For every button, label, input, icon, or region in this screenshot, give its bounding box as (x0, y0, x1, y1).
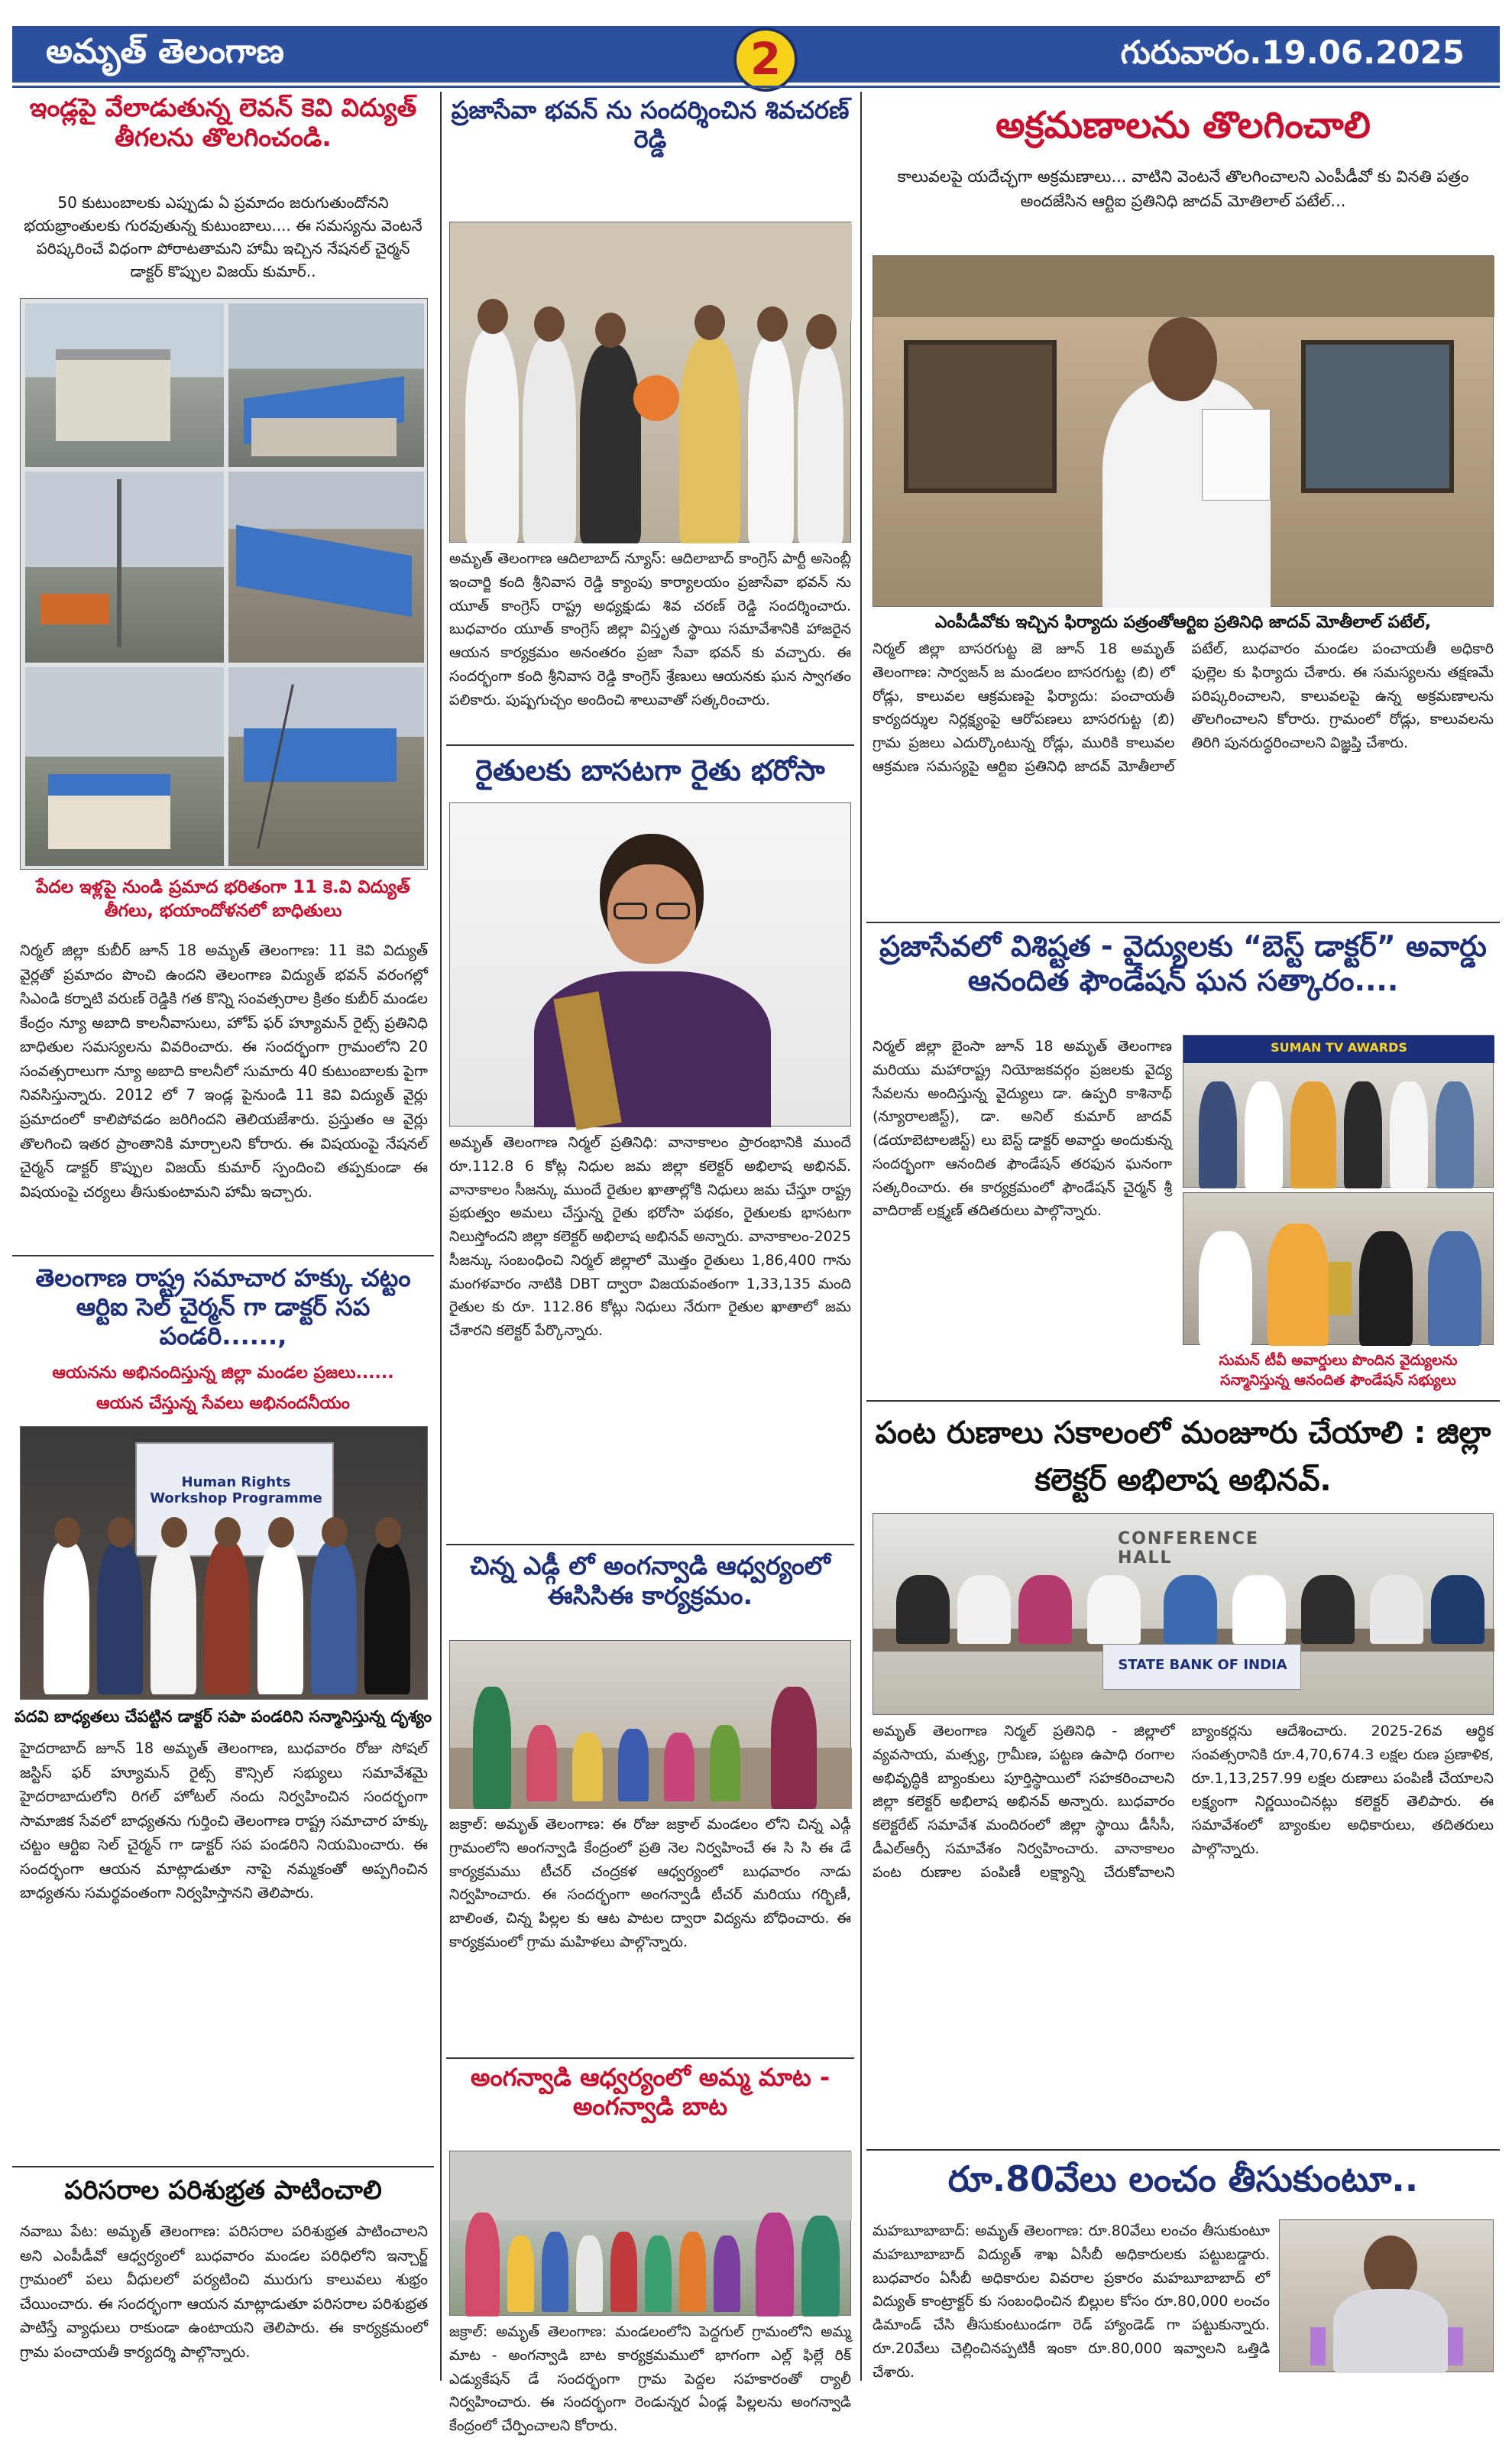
headline-rythu-bharosa: రైతులకు బాసటగా రైతు భరోసా (475, 754, 825, 787)
photo-award-felicitation-1 (1183, 1035, 1494, 1188)
photo-encroachment-complaint (873, 255, 1494, 607)
column-middle (446, 93, 854, 2435)
headline-power-lines: ఇండ్లపై వేలాడుతున్న లెవన్ కెవి విద్యుత్ తీగలను తొలగించండి. (29, 92, 417, 152)
column-left (12, 93, 434, 2378)
body-bribe: మహబూబాబాద్: అమృత్ తెలంగాణ: రూ.80వేలు లంచం తీసుకుంటూ మహబూబాబాద్ విద్యుత్ శాఖ ఏసీబీ అధికారులకు పట్టుబడ్డారు. బుధవారం ఏసీబీ అధికారుల వివరాల ప్రకారం మహబూబాబాద్ లో విద్యుత్ కాంట్రాక్టర్ కు సంబంధించిన బిల్లుల కోసం రూ.80,000 లంచం డిమాండ్ చేసి తీసుకుంటుండగా రెడ్ హ్యాండెడ్ గా పట్టుకున్నారు. రూ.20వేలు చెల్లించినప్పటికీ ఇంకా రూ.80,000 ఇవ్వాలని ఒత్తిడి చేశారు. (873, 2222, 1270, 2381)
headline-cleanliness: పరిసరాల పరిశుభ్రత పాటించాలి (64, 2175, 382, 2206)
column-right (866, 93, 1500, 2381)
caption-best-doctor: సుమన్ టీవీ అవార్డులు పొందిన వైద్యులను సన్మానిస్తున్న ఆనందిత ఫౌండేషన్ సభ్యులు (1219, 1352, 1458, 1389)
headline-ecce: చిన్న ఎడ్గీ లో అంగన్వాడి ఆధ్వర్యంలో ఈసిసిఈ కార్యక్రమం. (470, 1551, 830, 1610)
headline-rti: తెలంగాణ రాష్ట్ర సమాచార హక్కు చట్టం ఆర్టిఐ సెల్ చైర్మన్ గా డాక్టర్ సప పండరి......, (35, 1263, 411, 1350)
headline-best-doctor: ప్రజాసేవలో విశిష్టత - వైద్యులకు “బెస్ట్ డాక్టర్” అవార్డు ఆనందిత ఫౌండేషన్ ఘన సత్కారం.... (879, 929, 1487, 997)
caption-encroachment: ఎంపీడీవోకు ఇచ్చిన ఫిర్యాదు పత్రంతోఆర్టిఐ ప్రతినిధి జాదవ్ మోతీలాల్ పటేల్, (934, 613, 1432, 632)
photo-collage-power-lines (20, 298, 428, 870)
column-divider-2 (860, 92, 862, 2381)
body-best-doctor: నిర్మల్ జిల్లా బైంసా జూన్ 18 అమృత్ తెలంగాణ మరియు మహారాష్ట్ర నియోజకవర్గం ప్రజలకు వైద్య సేవలను అందిస్తున్న వైద్యులు డా. ఉప్పరి కాశినాథ్ (న్యూరాలజిస్ట్), డా. అనిల్ కుమార్ జాదవ్ (డయాబెటాలజిస్ట్) లు బెస్ట్ డాక్టర్ అవార్డు అందుకున్న సందర్భంగా ఆనందిత ఫౌండేషన్ తరఫున ఘనంగా సత్కరించారు. ఈ కార్యక్రమంలో ఫౌండేషన్ చైర్మన్ శ్రీ వాదిరాజ్ లక్ష్మణ్ తదితరులు పాల్గొన్నారు. (873, 1038, 1172, 1220)
paper-name: అమృత్ తెలంగాణ (46, 32, 284, 71)
photo-bribe-accused (1279, 2219, 1494, 2372)
body-cleanliness: నవాబు పేట: అమృత్ తెలంగాణ: పరిసరాల పరిశుభ్రత పాటించాలని అని ఎంపీడీవో ఆధ్వర్యంలో బుధవారం మండల పరిధిలోని ఇన్చార్జ్ గ్రామంలో పలు వీధులలో పర్యటించి మురుగు కాలువలు శుభ్రం చేయించారు. ఈ సందర్భంగా ఆయన మాట్లాడుతూ పరిసరాల పరిశుభ్రత పాటిస్తే వ్యాధులు రాకుండా ఉంటాయని తెలిపారు. ఈ కార్యక్రమంలో గ్రామ పంచాయతీ కార్యదర్శి పాల్గొన్నారు. (20, 2222, 428, 2361)
caption-rti: పదవి బాధ్యతలు చేపట్టిన డాక్టర్ సపా పండరిని సన్మానిస్తున్న దృశ్యం (14, 1707, 432, 1726)
caption-power-lines: పేదల ఇళ్లపై నుండి ప్రమాద భరితంగా 11 కె.వి విద్యుత్ తీగలు, భయాందోళనలో బాధితులు (36, 877, 410, 922)
body-encroachment: నిర్మల్ జిల్లా బాసరగుట్ట జె జూన్ 18 అమృత్ తెలంగాణ: సార్వజన్ జ మండలం బాసరగుట్ట (బి) లో రోడ్లు, కాలువల ఆక్రమణపై ఫిర్యాదు: పంచాయతీ కార్యదర్శుల నిర్లక్ష్యంపై ఆరోపణలు బాసరగుట్ట (బి) గ్రామ ప్రజలు ఎదుర్కొంటున్న రోడ్లు, మురికి కాలువల ఆక్రమణ సమస్యపై ఆర్టిఐ ప్రతినిధి జాదవ్ మోతీలాల్ పటేల్, బుధవారం మండల పంచాయతీ అధికారి ఫుల్లెల కు ఫిర్యాదు చేశారు. ఈ సమస్యలను తక్షణమే పరిష్కరించాలని, కాలువలపై ఉన్న అక్రమణాలను తొలగించాలని కోరారు. గ్రామంలో రోడ్లు, కాలువలను తిరిగి పునరుద్ధరించాలని విజ్ఞప్తి చేశారు. (873, 640, 1494, 775)
headline-encroachment: అక్రమణాలను తొలగించాలి (996, 104, 1371, 147)
body-ecce: జక్రాల్: అమృత్ తెలంగాణ: ఈ రోజు జక్రాల్ మండలం లోని చిన్న ఎడ్గీ గ్రామంలోని అంగన్వాడి కేంద్రంలో ప్రతి నెల నిర్వహించే ఈ సి సి ఈ డే కార్యక్రమము టీచర్ చంద్రకళ ఆధ్వర్యంలో బుధవారం నాడు నిర్వహించారు. ఈ సందర్భంగా అంగన్వాడీ టీచర్ మరియు గర్భిణీ, బాలింత, చిన్న పిల్లల కు ఆట పాటల ద్వారా విద్యను బోధించారు. ఈ కార్యక్రమంలో గ్రామ మహిళలు పాల్గొన్నారు. (449, 1816, 851, 1950)
suman-tv-banner: SUMAN TV AWARDS (1271, 1040, 1407, 1055)
headline-bribe: రూ.80వేలు లంచం తీసుకుంటూ.. (947, 2158, 1419, 2200)
divider (866, 1400, 1500, 1402)
body-praja-seva: అమృత్ తెలంగాణ ఆదిలాబాద్ న్యూస్: ఆదిలాబాద్ కాంగ్రెస్ పార్టీ అసెంబ్లీ ఇంచార్జి కంది శ్రీనివాస రెడ్డి క్యాంపు కార్యాలయం ప్రజాసేవా భవన్ ను యూత్ కాంగ్రెస్ రాష్ట్ర అధ్యక్షుడు శివ చరణ్ రెడ్డి సందర్శించారు. బుధవారం యూత్ కాంగ్రెస్ జిల్లా విస్తృత స్థాయి సమావేశానికి హాజరైన ఆయన కార్యక్రమం అనంతరం ప్రజా సేవా భవన్ కు వచ్చారు. ఈ సందర్భంగా కంది శ్రీనివాస రెడ్డి కాంగ్రెస్ శ్రేణులు ఆయనకు ఘన స్వాగతం పలికారు. పుష్పగుచ్చం అందించి శాలువాతో సత్కరించారు. (449, 550, 851, 708)
workshop-banner-text: Human Rights Workshop Programme (150, 1474, 322, 1506)
divider (12, 2166, 434, 2167)
divider (12, 1255, 434, 1256)
divider (446, 2057, 854, 2059)
conference-hall-sign: CONFERENCE HALL (1118, 1529, 1259, 1568)
page-number-badge: 2 (733, 28, 798, 92)
masthead (12, 26, 1500, 83)
subtext-power-lines: 50 కుటుంబాలకు ఎప్పుడు ఏ ప్రమాదం జరుగుతుందోనని భయభ్రాంతులకు గురవుతున్న కుటుంబాలు.... ఈ సమస్యను వెంటనే పరిష్కరించే విధంగా పోరాటతామని హామీ ఇచ్చిన నేషనల్ చైర్మన్ డాక్టర్ కొప్పుల విజయ్ కుమార్.. (24, 193, 423, 280)
body-power-lines: నిర్మల్ జిల్లా కుబీర్ జూన్ 18 అమృత్ తెలంగాణ: 11 కెవి విద్యుత్ వైర్లతో ప్రమాదం పొంచి ఉందని తెలంగాణ విద్యుత్ భవన్ వరంగల్లో సిఎండి కర్నాటి వరుణ్ రెడ్డికి గత కొన్ని సంవత్సరాల క్రితం కుబీర్ మండల కేంద్రం న్యూ అబాది కాలనీవాసులు, హోప్ ఫర్ హ్యూమన్ రైట్స్ ప్రతినిధి బాధితుల సమస్యలను వివరించారు. ఈ సందర్భంగా గ్రామంలోని 20 సంవత్సరాలుగా న్యూ అబాది కాలనీలో సుమారు 40 కుటుంబాలకు పైగా నివసిస్తున్నారు. 2012 లో 7 ఇండ్ల పైనుండి 11 కెవి విద్యుత్ వైర్లు ప్రమాదంలో కాలిపోవడం జరిగిందని తెలియజేశారు. ప్రస్తుతం ఆ వైర్లు తొలగించి ఇతర ప్రాంతానికి మార్చాలని కోరారు. ఈ విషయంపై నేషనల్ చైర్మన్ డాక్టర్ కొప్పుల విజయ్ కుమార్ స్పందించి తప్పకుండా ఈ విషయంపై చర్యలు తీసుకుంటామని హామీ ఇచ్చారు. (20, 942, 428, 1201)
column-divider-1 (440, 92, 442, 2381)
issue-date: గురువారం.19.06.2025 (1120, 34, 1465, 71)
photo-amma-mata-rally (449, 2151, 851, 2316)
photo-collector-portrait (449, 802, 851, 1127)
masthead-rule (12, 86, 1500, 88)
photo-award-felicitation-2 (1183, 1192, 1494, 1345)
divider (446, 744, 854, 746)
body-crop-loans: అమృత్ తెలంగాణ నిర్మల్ ప్రతినిధి - జిల్లాలో వ్యవసాయ, మత్స్య, గ్రామీణ, పట్టణ ఉపాధి రంగాల అభివృద్ధికి బ్యాంకులు పూర్తిస్థాయిలో సహకరించాలని జిల్లా కలెక్టర్ అభిలాష అభినవ్ అన్నారు. బుధవారం కలెక్టరేట్ సమావేశ మందిరంలో జిల్లా స్థాయి డీసీసీ, డీఎల్ఆర్సీ సమావేశం నిర్వహించారు. వానాకాలం పంట రుణాల పంపిణీ లక్ష్యాన్ని చేరుకోవాలని బ్యాంకర్లను ఆదేశించారు. 2025-26వ ఆర్థిక సంవత్సరానికి రూ.4,70,674.3 లక్షల రుణ ప్రణాళిక, రూ.1,13,257.99 లక్షల రుణాలు పంపిణీ చేయాలని లక్ష్యంగా నిర్ణయించినట్లు కలెక్టర్ తెలిపారు. ఈ సమావేశంలో బ్యాంకుల అధికారులు, తదితరులు పాల్గొన్నారు. (873, 1723, 1494, 1881)
headline-crop-loans: పంట రుణాలు సకాలంలో మంజూరు చేయాలి : జిల్లా కలెక్టర్ అభిలాష అభినవ్. (875, 1415, 1491, 1498)
photo-praja-seva (449, 222, 851, 543)
body-rti: హైదరాబాద్ జూన్ 18 అమృత్ తెలంగాణ, బుధవారం రోజు సోషల్ జస్టిస్ ఫర్ హ్యూమన్ రైట్స్ కౌన్సిల్ సభ్యులు సమావేశమై హైదరాబాదులోని రిగల్ హోటల్ నందు నిర్వహించిన సందర్భంగా సామాజిక సేవలో బాధ్యతను గుర్తించి తెలంగాణ రాష్ట్ర సమాచార హక్కు చట్టం ఆర్టిఐ సెల్ చైర్మన్ గా డాక్టర్ సప పండరిని నియమించారు. ఈ సందర్భంగా ఆయన మాట్లాడుతూ నాపై నమ్మకంతో అప్పగించిన బాధ్యతను సమర్థవంతంగా నిర్వహిస్తానని తెలిపారు. (20, 1739, 428, 1902)
subhead-rti-2: ఆయన చేస్తున్న సేవలు అభినందనీయం (96, 1394, 350, 1413)
body-rythu-bharosa: అమృత్ తెలంగాణ నిర్మల్ ప్రతినిధి: వానాకాలం ప్రారంభానికి ముందే రూ.112.8 6 కోట్ల నిధుల జమ జిల్లా కలెక్టర్ అభిలాష అభినవ్. వానాకాలం సీజన్కు ముందే రైతుల ఖాతాల్లోకి నిధులు జమ చేస్తూ రాష్ట్ర ప్రభుత్వం అమలు చేస్తున్న రైతు భరోసా పథకం, రైతులకు భాసటగా నిలుస్తోందని జిల్లా కలెక్టర్ అభిలాష అభినవ్ అన్నారు. వానాకాలం-2025 సీజన్కు సంబంధించి నిర్మల్ జిల్లాలో మొత్తం రైతులు 1,86,400 గాను మంగళవారం నాటికి DBT ద్వారా విజయవంతంగా 1,33,135 మంది రైతుల కు రూ. 112.86 కోట్లు నిధులు నేరుగా రైతుల ఖాతాలో జమ చేశారని కలెక్టర్ పేర్కొన్నారు. (449, 1134, 851, 1340)
divider (866, 2149, 1500, 2151)
divider (446, 1544, 854, 1545)
body-amma-mata: జక్రాల్: అమృత్ తెలంగాణ: మండలంలోని పెద్దగుల్ గ్రామంలోని అమ్మ మాట - అంగన్వాడి బాట కార్యక్రమములో భాగంగా ఎల్ల్ ఫిల్లే రిక్ ఎడ్యుకేషన్ డే సందర్భంగా గ్రామ పెద్దల సహకారంతో ర్యాలీ నిర్వహించారు. ఈ సందర్భంగా రెండున్నర ఏండ్ల పిల్లలను అంగన్వాడి కేంద్రంలో చేర్పించాలని కోరారు. (449, 2323, 851, 2435)
subtext-encroachment: కాలువలపై యదేచ్ఛగా అక్రమణాలు... వాటిని వెంటనే తొలగించాలని ఎంపీడీవో కు వినతి పత్రం అందజేసిన ఆర్టిఐ ప్రతినిధి జాదవ్ మోతిలాల్ పటేల్... (897, 167, 1469, 210)
photo-dcc-meeting (873, 1513, 1494, 1715)
headline-amma-mata: అంగన్వాడి ఆధ్వర్యంలో అమ్మ మాట - అంగన్వాడి బాట (470, 2063, 830, 2121)
headline-praja-seva: ప్రజాసేవా భవన్ ను సందర్శించిన శివచరణ్ రెడ్డి (451, 96, 850, 154)
subhead-rti-1: ఆయనను అభినందిస్తున్న జిల్లా మండల ప్రజలు...... (52, 1363, 394, 1383)
sbi-banner: STATE BANK OF INDIA (1118, 1657, 1287, 1673)
photo-ecce-children (449, 1640, 851, 1808)
photo-rti-felicitation (20, 1426, 428, 1700)
article-power-lines (12, 93, 434, 934)
divider (866, 922, 1500, 923)
